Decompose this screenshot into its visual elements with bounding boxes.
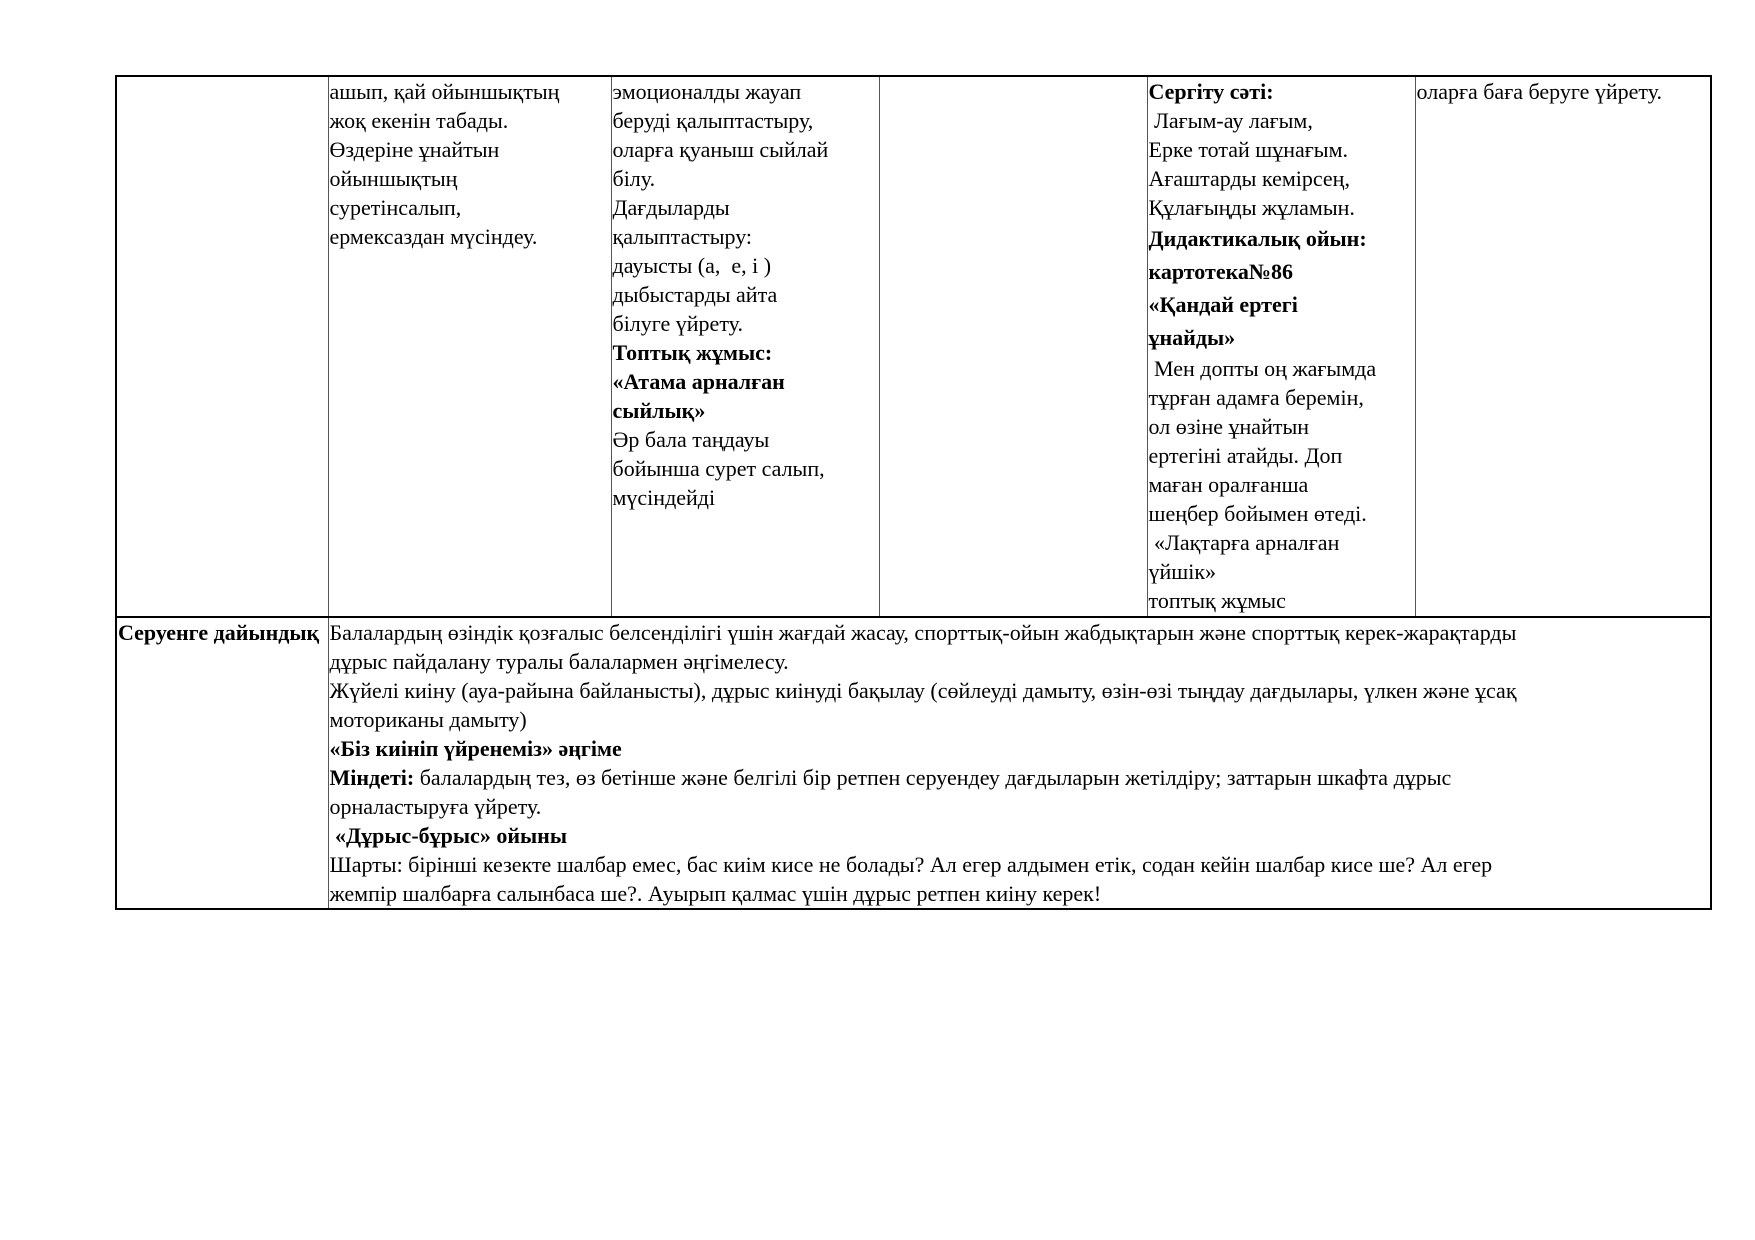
text-line: жоқ екенін табады. bbox=[329, 108, 509, 133]
text-line: топтық жұмыс bbox=[1148, 588, 1286, 613]
text-line: Шарты: бірінші кезекте шалбар емес, бас киім кисе не болады? Ал егер алдымен етік, содан кейін шалбар кисе ше? Ал егер bbox=[329, 852, 1493, 877]
text-line: ертегіні атайды. Доп bbox=[1148, 443, 1343, 468]
text-line: Балалардың өзіндік қозғалыс белсенділігі үшін жағдай жасау, спорттық-ойын жабдықтарын және спорттық керек-жарақтарды bbox=[329, 620, 1517, 645]
text-line: үйшік» bbox=[1148, 559, 1217, 584]
text-line: Әр бала таңдауы bbox=[612, 427, 770, 452]
text-line: Дидактикалық ойын: bbox=[1148, 226, 1367, 251]
text-line: тұрған адамға беремін, bbox=[1148, 385, 1364, 410]
text-line: «Атама арналған bbox=[612, 369, 785, 394]
section-label: Серуенге дайындық bbox=[118, 620, 320, 645]
row1-col6-cell bbox=[1415, 76, 1711, 617]
text-line: Топтық жұмыс: bbox=[612, 340, 773, 365]
text-line: оларға қуаныш сыйлай bbox=[612, 137, 829, 162]
row1-col5-cell bbox=[1147, 76, 1415, 617]
text-line: Жүйелі киіну (ауа-райына байланысты), дұрыс киінуді бақылау (сөйлеуді дамыту, өзін-өзі тыңдау дағдылары, үлкен және ұсақ bbox=[329, 678, 1517, 703]
text-line: «Біз киініп үйренеміз» әңгіме bbox=[329, 736, 622, 761]
text-line: моториканы дамыту) bbox=[329, 707, 527, 732]
text-line: Құлағыңды жұламын. bbox=[1148, 195, 1355, 220]
label-prefix: Міндеті: bbox=[329, 765, 415, 790]
text-line: ол өзіне ұнайтын bbox=[1148, 414, 1310, 439]
text-line: бойынша сурет салып, bbox=[612, 456, 825, 481]
text-line: Лағым-ау лағым, bbox=[1148, 108, 1313, 133]
label-text: балалардың тез, өз бетінше және белгілі бір ретпен серуендеу дағдыларын жетілдіру; заттарын шкафта дұрыс bbox=[414, 765, 1452, 790]
text-line: дауысты (а, е, і ) bbox=[612, 253, 772, 278]
text-line: мүсіндейді bbox=[612, 485, 716, 510]
text-line: Дағдыларды bbox=[612, 195, 730, 220]
text-line: Мен допты оң жағымда bbox=[1148, 356, 1377, 381]
text-line: жемпір шалбарға салынбаса ше?. Ауырып қалмас үшін дұрыс ретпен киіну керек! bbox=[329, 881, 1102, 906]
text-line: ойыншықтың bbox=[329, 166, 458, 191]
text-line: Сергіту сәті: bbox=[1148, 79, 1274, 104]
text-line: дұрыс пайдалану туралы балалармен әңгімелесу. bbox=[329, 649, 789, 674]
row1-col4-cell bbox=[879, 76, 1147, 617]
text-line: білуге үйрету. bbox=[612, 311, 743, 336]
row1-col1-cell bbox=[116, 76, 328, 617]
row2-label-cell bbox=[116, 617, 328, 909]
row1-col2-cell bbox=[328, 76, 611, 617]
text-line: картотека№86 bbox=[1148, 259, 1294, 284]
text-line: ермексаздан мүсіндеу. bbox=[329, 224, 538, 249]
text-line: «Қандай ертегі bbox=[1148, 292, 1298, 317]
text-line: маған оралғанша bbox=[1148, 472, 1309, 497]
text-line: ашып, қай ойыншықтың bbox=[329, 79, 560, 104]
text-line: «Дұрыс-бұрыс» ойыны bbox=[329, 823, 568, 848]
text-line: сыйлық» bbox=[612, 398, 706, 423]
text-line: Өздеріне ұнайтын bbox=[329, 137, 500, 162]
text-line: дыбыстарды айта bbox=[612, 282, 778, 307]
table-row bbox=[116, 76, 1711, 617]
text-line: беруді қалыптастыру, bbox=[612, 108, 814, 133]
text-line: «Лақтарға арналған bbox=[1148, 530, 1340, 555]
text-line: эмоционалды жауап bbox=[612, 79, 802, 104]
table-row bbox=[116, 617, 1711, 909]
text-line: суретінсалып, bbox=[329, 195, 462, 220]
text-line: білу. bbox=[612, 166, 656, 191]
text-line: шеңбер бойымен өтеді. bbox=[1148, 501, 1367, 526]
lesson-plan-table bbox=[115, 75, 1712, 910]
row1-col3-cell bbox=[611, 76, 879, 617]
text-line: ұнайды» bbox=[1148, 325, 1236, 350]
text-line: Ағаштарды кемірсең, bbox=[1148, 166, 1350, 191]
text-line: Ерке тотай шұнағым. bbox=[1148, 137, 1349, 162]
text-line: орналастыруға үйрету. bbox=[329, 794, 542, 819]
text-line bbox=[330, 763, 1710, 792]
text-line: оларға баға беруге үйрету. bbox=[1416, 79, 1663, 104]
row2-content-cell bbox=[328, 617, 1711, 909]
text-line: қалыптастыру: bbox=[612, 224, 753, 249]
